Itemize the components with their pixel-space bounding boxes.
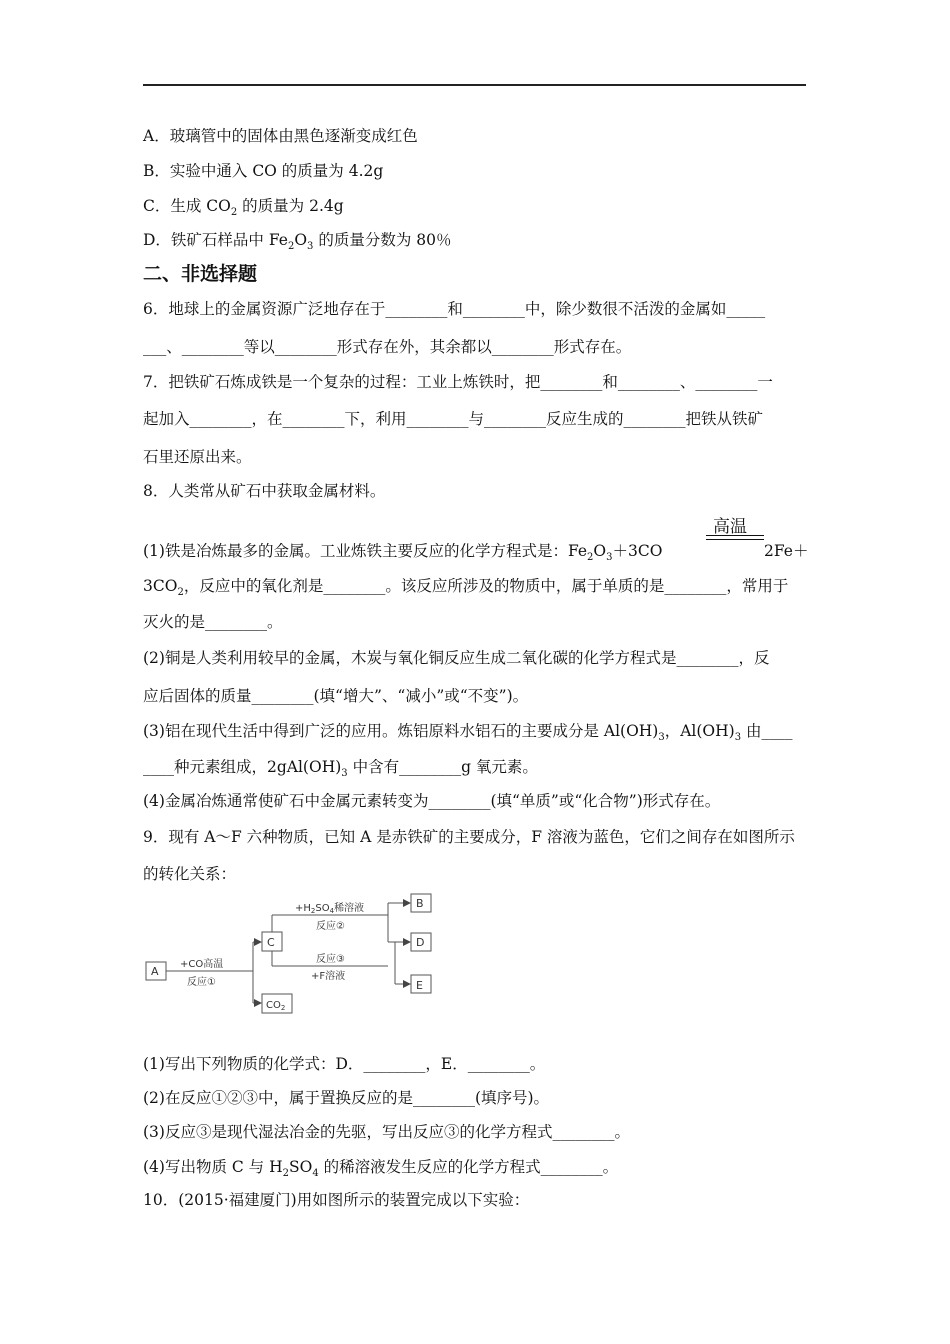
q10-line-1: 10．(2015·福建厦门)用如图所示的装置完成以下实验： [143, 1191, 530, 1209]
q8-part1-line-2: $3CO_2$，反应中的氧化剂是________。该反应所涉及的物质中，属于单质的是________，常用于 [143, 577, 789, 599]
option-d: D．铁矿石样品中 $Fe_2O_3$ 的质量分数为 80％ [143, 231, 452, 253]
section-title: 二、非选择题 [143, 263, 258, 285]
node-co2-label: $CO_2$ [266, 1000, 286, 1012]
header-rule [143, 84, 806, 86]
q7-line-1: 7．把铁矿石炼成铁是一个复杂的过程：工业上炼铁时，把________和________、________一 [143, 373, 773, 391]
q9-sub-3: (3)反应③是现代湿法冶金的先驱，写出反应③的化学方程式________。 [143, 1123, 630, 1141]
q8-part1-line-1: (1)铁是冶炼最多的金属。工业炼铁主要反应的化学方程式是：$Fe_2O_3+3CO$ [143, 542, 663, 564]
q9-line-1: 9．现有 A～F 六种物质，已知 A 是赤铁矿的主要成分，F 溶液为蓝色，它们之间存在如图所示 [143, 828, 795, 846]
q9-sub-2: (2)在反应①②③中，属于置换反应的是________(填序号)。 [143, 1089, 550, 1107]
option-b: B．实验中通入 CO 的质量为 4.2g [143, 162, 384, 180]
node-a-label: A [151, 965, 159, 978]
q8-intro: 8．人类常从矿石中获取金属材料。 [143, 482, 386, 500]
q8-part2-line-2: 应后固体的质量________(填“增大”、“减小”或“不变”)。 [143, 687, 529, 705]
q9-sub-4: (4)写出物质 C 与 $H_2SO_4$ 的稀溶液发生反应的化学方程式________。 [143, 1158, 619, 1180]
node-b-label: B [416, 897, 424, 910]
equation-bar-bottom [706, 539, 764, 540]
q6-line-1: 6．地球上的金属资源广泛地存在于________和________中，除少数很不活泼的金属如_____ [143, 300, 766, 318]
q8-part3-line-2: ____种元素组成，$2gAl(OH)_3$ 中含有________g 氧元素。 [143, 758, 538, 780]
reaction1-label: 反应① [187, 977, 216, 988]
reaction2-condition: $+H_2SO_4$稀溶液 [295, 903, 365, 915]
q8-part4: (4)金属冶炼通常使矿石中金属元素转变为________(填“单质”或“化合物”)形式存在。 [143, 792, 721, 810]
reaction-condition: 高温 [713, 517, 747, 537]
q8-part1-product: 2Fe＋ [764, 542, 809, 560]
equation-bar-top [706, 535, 764, 536]
conversion-diagram [140, 888, 450, 1023]
node-e-label: E [416, 979, 423, 992]
q8-part2-line-1: (2)铜是人类利用较早的金属，木炭与氧化铜反应生成二氧化碳的化学方程式是________，反 [143, 649, 770, 667]
node-d-label: D [416, 936, 425, 949]
q8-part3-line-1: (3)铝在现代生活中得到广泛的应用。炼铝原料水铝石的主要成分是 $Al(OH)_3$，$Al(OH)_3$ 由____ [143, 722, 793, 744]
q9-sub-1: (1)写出下列物质的化学式：D．________，E．________。 [143, 1055, 546, 1073]
reaction1-condition: +CO高温 [180, 959, 224, 970]
q7-line-2: 起加入________，在________下，利用________与________反应生成的________把铁从铁矿 [143, 410, 764, 428]
reaction3-condition: +F溶液 [311, 971, 346, 982]
reaction2-label: 反应② [316, 921, 345, 932]
q9-line-2: 的转化关系： [143, 865, 237, 883]
option-a: A．玻璃管中的固体由黑色逐渐变成红色 [143, 127, 418, 145]
reaction3-label: 反应③ [316, 954, 345, 965]
q8-part1-line-3: 灭火的是________。 [143, 613, 283, 631]
q7-line-3: 石里还原出来。 [143, 448, 252, 466]
option-c: C．生成 $CO_2$ 的质量为 2.4g [143, 197, 344, 219]
node-c-label: C [267, 936, 275, 949]
q6-line-2: ___、________等以________形式存在外，其余都以________形式存在。 [143, 338, 632, 356]
